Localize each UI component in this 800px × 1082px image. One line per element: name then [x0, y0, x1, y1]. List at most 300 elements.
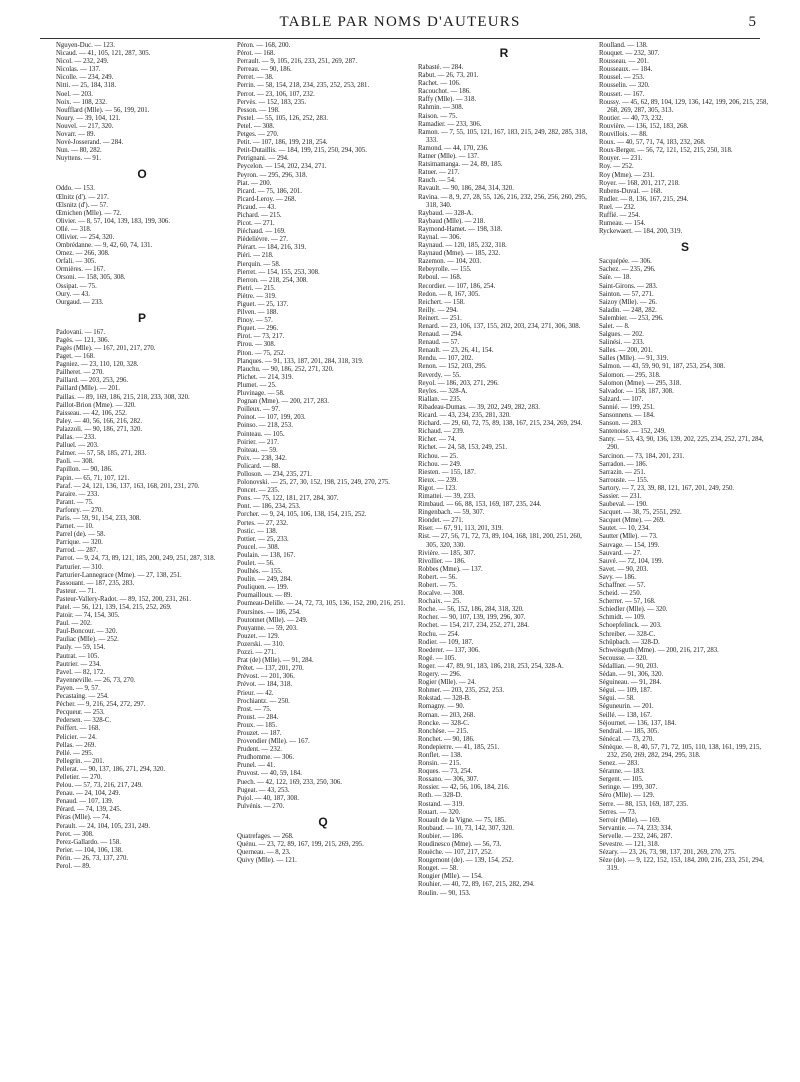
index-entry: Serre. — 88, 153, 169, 187, 235. — [599, 800, 689, 808]
index-entry: Perrault. — 9, 105, 216, 233, 251, 269, 287. — [237, 58, 358, 66]
index-entry: Roth. — 328-D. — [418, 792, 463, 800]
index-entry: Pognan (Mme). — 200, 217, 283. — [237, 398, 329, 406]
index-entry: Poulin. — 249, 284. — [237, 576, 293, 584]
index-entry: Prévost. — 201, 306. — [237, 673, 295, 681]
index-entry: Savet. — 90, 203. — [599, 565, 649, 573]
index-entry: Salomon. — 295, 318. — [599, 371, 661, 379]
index-entry: Paris. — 59, 91, 154, 233, 308. — [56, 514, 141, 522]
index-entry: Rodier. — 109, 187. — [418, 638, 474, 646]
index-entry: Scherrer. — 57, 168. — [599, 598, 656, 606]
index-entry: Seringe. — 199, 307. — [599, 784, 658, 792]
index-entry: Salles (Mlle). — 91, 319. — [599, 355, 669, 363]
page-title: TABLE PAR NOMS D'AUTEURS — [279, 14, 521, 30]
index-entry: Schüpbach. — 328-D. — [599, 638, 660, 646]
index-entry: Puech. — 42, 122, 169, 233, 250, 306. — [237, 778, 342, 786]
index-entry: Paul. — 202. — [56, 620, 92, 628]
index-entry: Serres. — 73. — [599, 808, 637, 816]
index-entry: Schweisguth (Mme). — 200, 216, 217, 283. — [599, 646, 719, 654]
index-entry: Prudhomme. — 306. — [237, 754, 295, 762]
index-entry: Quénu. — 23, 72, 89, 167, 199, 215, 269, 295. — [237, 841, 364, 848]
index-entry: Omez. — 266, 308. — [56, 250, 110, 258]
index-entry: Santenoise. — 152, 249. — [599, 428, 666, 436]
index-entry: Prévot. — 184, 318. — [237, 681, 293, 689]
index-entry: Séjournet. — 136, 137, 184. — [599, 719, 677, 727]
index-entry: Rimattei. — 39, 233. — [418, 492, 476, 500]
index-entry: Ribadeau-Dumas. — 39, 202, 249, 282, 283. — [418, 403, 540, 411]
index-entry: Raynaud. — 120, 185, 232, 318. — [418, 242, 507, 250]
index-entry: Pellegrin. — 201. — [56, 757, 105, 765]
section-letter: O — [137, 167, 147, 182]
index-entry: Paraire. — 233. — [56, 490, 100, 498]
index-entry: Sédan. — 91, 306, 320. — [599, 671, 664, 679]
index-entry: Perier. — 104, 106, 138. — [56, 846, 123, 854]
index-entry: Parturier-Lannegrace (Mme). — 27, 138, 251. — [56, 571, 182, 579]
index-entry: Perreau. — 90, 186. — [237, 66, 292, 74]
index-entry: Pasteur. — 71. — [56, 587, 97, 595]
index-entry: Pointeau. — 105. — [237, 430, 285, 438]
index-entry: Perrin. — 58, 154, 218, 234, 235, 252, 253, 281. — [237, 82, 370, 90]
index-entry: Novarr. — 89. — [56, 131, 96, 139]
index-column — [56, 42, 228, 1072]
index-entry: Prost. — 75. — [237, 705, 272, 713]
index-entry: Parfonry. — 270. — [56, 506, 104, 514]
index-entry: Payen. — 9, 57. — [56, 684, 100, 692]
index-entry: Pagès. — 121, 306. — [56, 336, 110, 344]
index-column — [237, 42, 409, 1072]
index-entry: Raffy (Mlle). — 318. — [418, 96, 477, 104]
index-entry: Poursines. — 186, 254. — [237, 608, 301, 616]
index-entry: Rochaix. — 25. — [418, 598, 462, 606]
index-entry: Pierret. — 154, 155, 253, 308. — [237, 268, 320, 276]
index-entry: Rouquet. — 232, 307. — [599, 50, 660, 58]
index-entry: Prieur. — 42. — [237, 689, 274, 697]
index-entry: Routier. — 40, 73, 232. — [599, 114, 664, 122]
index-entry: Rokstad. — 328-B. — [418, 695, 471, 703]
index-entry: Nitti. — 25, 184, 318. — [56, 82, 117, 90]
index-entry: Ollivier. — 254, 320. — [56, 233, 115, 241]
index-entry: Ombrédanne. — 9, 42, 60, 74, 131. — [56, 242, 153, 250]
index-entry: Poilleux. — 97. — [237, 406, 281, 414]
index-entry: Ratsimamanga. — 24, 89, 185. — [418, 161, 503, 169]
index-entry: Savy. — 186. — [599, 573, 636, 581]
index-entry: Pièdelièvre. — 27. — [237, 236, 288, 244]
index-entry: Reichert. — 158. — [418, 298, 465, 306]
index-entry: Rahmin. — 308. — [418, 104, 464, 112]
index-entry: Parrique. — 320. — [56, 539, 103, 547]
index-entry: Riesten. — 155, 187. — [418, 468, 476, 476]
index-entry: Schaffner. — 57. — [599, 582, 646, 589]
index-entry: Rogier (Mlle). — 24. — [418, 679, 476, 687]
index-entry: Pirou. — 308. — [237, 341, 276, 349]
index-entry: Périn. — 26, 73, 137, 270. — [56, 854, 129, 862]
index-entry: Sautter (Mlle). — 73. — [599, 533, 658, 541]
index-entry: Paley. — 40, 56, 166, 216, 282. — [56, 417, 143, 425]
index-entry: Pilven. — 188. — [237, 309, 279, 317]
index-entry: Racouchot. — 186. — [418, 88, 471, 96]
index-entry: Rocalve. — 308. — [418, 590, 465, 598]
index-entry: Rubens-Duval. — 168. — [599, 187, 663, 195]
index-entry: Séranne. — 183. — [599, 768, 645, 776]
index-entry: Ossipat. — 75. — [56, 282, 97, 290]
index-entry: Sauvé. — 72, 104, 199. — [599, 557, 664, 565]
index-entry: Pinoy. — 57. — [237, 317, 273, 325]
index-entry: Paillas. — 89, 169, 186, 215, 218, 233, 308, 320. — [56, 393, 190, 401]
index-entry: Polonovski. — 25, 27, 30, 152, 198, 215, 249, 270, 275. — [237, 479, 390, 487]
index-entry: Pellas. — 269. — [56, 741, 97, 749]
index-entry: Roy (Mme). — 231. — [599, 171, 655, 179]
index-entry: Perez-Gallardo. — 158. — [56, 838, 121, 846]
index-entry: Penaud. — 107, 139. — [56, 798, 114, 806]
index-entry: Pesson. — 198. — [237, 106, 280, 114]
section-letter: P — [137, 310, 146, 325]
index-entry: Senez. — 283. — [599, 760, 640, 768]
index-entry: Salles. — 200, 201. — [599, 347, 653, 355]
index-entry: Reilly. — 294. — [418, 306, 458, 314]
index-entry: Pozzi. — 271. — [237, 649, 276, 657]
section-letter: R — [499, 46, 509, 60]
index-entry: Salvador. — 158, 187, 308. — [599, 387, 674, 395]
index-entry: Ramon. — 7, 55, 105, 121, 167, 183, 215, 249, 282, 285, 318, 333. — [418, 128, 588, 144]
index-entry: Nguyen-Duc. — 123. — [56, 42, 115, 49]
index-entry: Rossano. — 306, 307. — [418, 776, 479, 784]
index-entry: Richet. — 24, 58, 153, 249, 251. — [418, 444, 508, 452]
index-entry: Patoir. — 74, 154, 305. — [56, 612, 120, 620]
index-entry: Séguineau. — 91, 284. — [599, 679, 662, 687]
index-entry: Richer. — 74. — [418, 436, 457, 444]
index-entry: Parrot. — 9, 24, 73, 89, 121, 185, 200, 249, 251, 287, 318. — [56, 555, 216, 563]
index-entry: Sainton. — 57, 271. — [599, 290, 654, 298]
index-entry: Pauliac (Mlle). — 252. — [56, 636, 119, 644]
index-entry: Noix. — 108, 232. — [56, 98, 107, 106]
index-entry: Roulland. — 138. — [599, 42, 648, 49]
index-entry: Reinert. — 251. — [418, 314, 462, 322]
index-entry: Saladin. — 248, 282. — [599, 306, 657, 314]
index-entry: Perrot. — 23, 106, 107, 232. — [237, 90, 315, 98]
index-entry: Péron. — 168, 200. — [237, 42, 291, 49]
index-entry: Richaud. — 239. — [418, 428, 465, 436]
index-entry: Ryckewaert. — 184, 200, 319. — [599, 228, 683, 236]
index-entry: Prouzet. — 187. — [237, 729, 282, 737]
index-entry: Pecqueur. — 253. — [56, 709, 105, 717]
index-entry: Pérard. — 74, 139, 245. — [56, 806, 122, 814]
index-entry: Prêtet. — 137, 201, 270. — [237, 665, 304, 673]
index-entry: Poucel. — 308. — [237, 543, 280, 551]
index-entry: Poiteau. — 59. — [237, 446, 278, 454]
index-entry: Sanson. — 283. — [599, 420, 643, 428]
index-entry: Razemon. — 104, 203. — [418, 258, 482, 266]
index-entry: Roche. — 56, 152, 186, 284, 318, 320. — [418, 606, 524, 614]
index-entry: Petit. — 107, 186, 199, 218, 254. — [237, 139, 328, 147]
index-entry: Ronflet. — 138. — [418, 751, 463, 759]
index-column — [418, 42, 590, 1072]
index-entry: Peret. — 308. — [56, 830, 94, 838]
index-entry: Ramadier. — 233, 306. — [418, 120, 482, 128]
index-entry: Roederer. — 137, 306. — [418, 646, 480, 654]
index-entry: Robert. — 56. — [418, 573, 457, 581]
index-entry: Rachet. — 106. — [418, 80, 461, 88]
index-entry: Paul-Boncour. — 320. — [56, 628, 118, 636]
index-entry: Provendier (Mlle). — 167. — [237, 738, 310, 746]
index-entry: Rossier. — 42, 56, 106, 184, 216. — [418, 784, 510, 792]
index-entry: Rohmer. — 203, 235, 252, 253. — [418, 687, 505, 695]
index-entry: Piguet. — 25, 137. — [237, 301, 289, 308]
index-entry: Reverdy. — 55. — [418, 371, 461, 379]
index-entry: Roussy. — 45, 62, 89, 104, 129, 136, 142, 199, 206, 215, 258, 268, 269, 287, 305, 313. — [599, 98, 769, 114]
index-entry: Robbes (Mme). — 137. — [418, 565, 483, 573]
index-entry: Pedersen. — 328-C. — [56, 717, 112, 725]
index-entry: Nicolas. — 137. — [56, 66, 101, 74]
index-entry: Sartory. — 7, 23, 39, 88, 121, 167, 201, 249, 250. — [599, 484, 735, 492]
index-entry: Salinési. — 233. — [599, 339, 645, 347]
index-entry: Sauvage. — 154, 199. — [599, 541, 660, 549]
index-entry: Perault. — 24, 104, 105, 231, 249. — [56, 822, 151, 830]
index-entry: Ségui. — 58. — [599, 695, 635, 703]
index-entry: Servantie. — 74, 233; 334. — [599, 824, 673, 832]
index-entry: Sarradon. — 186. — [599, 460, 648, 468]
index-entry: Rousseaux. — 184. — [599, 66, 653, 74]
index-entry: Pouliquen. — 199. — [237, 584, 289, 592]
index-entry: Proux. — 185. — [237, 721, 278, 729]
index-entry: Pécher. — 9, 216, 254, 272, 297. — [56, 701, 146, 709]
index-entry: Rouvillois. — 88. — [599, 131, 648, 139]
index-entry: Sarrouste. — 155. — [599, 476, 649, 484]
index-entry: Pecastaing. — 254. — [56, 693, 109, 701]
index-entry: Parrod. — 287. — [56, 547, 98, 555]
index-entry: Riser. — 67, 91, 113, 201, 319. — [418, 525, 504, 533]
index-entry: Parrel (de). — 58. — [56, 531, 106, 539]
index-entry: Pallas. — 233. — [56, 434, 97, 442]
index-entry: Paisseau. — 42, 106, 252. — [56, 409, 127, 417]
index-entry: Salet. — 8. — [599, 323, 630, 330]
index-entry: Oddo. — 153. — [56, 185, 95, 193]
index-entry: Sédallian. — 90, 203. — [599, 662, 659, 670]
index-entry: Payenneville. — 26, 73, 270. — [56, 676, 136, 684]
index-entry: Roulin. — 90, 153. — [418, 889, 471, 897]
index-entry: Raynal. — 306. — [418, 233, 462, 241]
index-entry: Saint-Girons. — 283. — [599, 282, 658, 290]
index-entry: Sacquépée. — 306. — [599, 258, 652, 266]
index-entry: Passouant. — 187, 235, 283. — [56, 579, 135, 587]
index-entry: Sénécal. — 73, 270. — [599, 735, 655, 743]
index-entry: Raybaud. — 328-A. — [418, 209, 474, 217]
index-entry: Plichet. — 214, 319. — [237, 373, 294, 381]
index-entry: Salembier. — 253, 296. — [599, 314, 664, 322]
index-entry: Raison. — 75. — [418, 112, 458, 120]
index-entry: Rogery. — 296. — [418, 671, 462, 679]
index-entry: Ruffié. — 254. — [599, 211, 641, 219]
index-entry: Perol. — 89. — [56, 863, 91, 870]
index-entry: Œlnitz (d'). — 217. — [56, 193, 109, 201]
index-entry: Renon. — 152, 203, 295. — [418, 363, 487, 371]
index-entry: Piérart. — 184, 216, 319. — [237, 244, 307, 252]
index-entry: Pulvénis. — 270. — [237, 802, 285, 810]
index-entry: Pautrier. — 234. — [56, 660, 101, 668]
index-entry: Prochiantz. — 250. — [237, 697, 290, 705]
index-entry: Rebeyrolle. — 155. — [418, 266, 472, 274]
index-entry: Quivy (Mlle). — 121. — [237, 857, 297, 865]
index-entry: Ourgaud. — 233. — [56, 298, 104, 306]
index-entry: Petit-Dutaillis. — 184, 199, 215, 250, 294, 305. — [237, 147, 367, 155]
index-entry: Raynaud (Mme). — 185, 232. — [418, 250, 501, 258]
index-entry: Poumeau-Delille. — 24, 72, 73, 105, 136, 152, 200, 216, 251. — [237, 600, 406, 608]
index-entry: Pons. — 75, 122, 181, 217, 284, 307. — [237, 495, 339, 503]
index-entry: Piéri. — 218. — [237, 252, 274, 260]
index-entry: Papillon. — 90, 186. — [56, 466, 113, 474]
index-entry: Sarcinon. — 73, 184, 201, 231. — [599, 452, 685, 460]
index-entry: Roux. — 40, 57, 71, 74, 183, 232, 268. — [599, 139, 706, 147]
index-entry: Pruvost. — 40, 59, 184. — [237, 770, 302, 778]
index-entry: Paraf. — 24, 121, 136, 137, 163, 168, 201, 231, 270. — [56, 482, 200, 490]
index-entry: Riondet. — 271. — [418, 517, 464, 525]
page-number: 5 — [748, 14, 756, 30]
index-entry: Rondepierre. — 41, 185, 251. — [418, 743, 500, 751]
index-entry: Œlsnitz (d'). — 57. — [56, 201, 109, 209]
index-entry: Salomon (Mme). — 295, 318. — [599, 379, 682, 387]
index-entry: Roger. — 47, 89, 91, 183, 186, 218, 253, 254, 328-A. — [418, 662, 564, 670]
index-entry: Pluvinage. — 58. — [237, 390, 285, 398]
index-entry: Sendrail. — 185, 305. — [599, 727, 660, 735]
index-entry: Petel. — 308. — [237, 122, 275, 130]
index-entry: Sarrazin. — 251. — [599, 468, 646, 476]
index-entry: Noel. — 203. — [56, 90, 94, 98]
index-entry: Rivière. — 185, 307. — [418, 549, 476, 557]
index-entry: Secousse. — 320. — [599, 654, 648, 662]
index-entry: Roubier. — 186. — [418, 832, 464, 840]
page-header — [40, 14, 760, 40]
index-entry: Parturier. — 310. — [56, 563, 104, 571]
index-entry: Planques. — 91, 133, 187, 201, 284, 318, 319. — [237, 357, 364, 365]
index-entry: Petges. — 270. — [237, 131, 279, 139]
index-entry: Sèze (de). — 9, 122, 152, 153, 184, 200, 216, 233, 251, 294, 319. — [599, 857, 764, 873]
index-entry: Pont. — 186, 234, 253. — [237, 503, 301, 511]
index-column — [599, 42, 771, 1072]
index-entry: Sénèque. — 8, 40, 57, 71, 72, 105, 110, 138, 161, 199, 215, 232, 250, 269, 282, 294, 295, 318. — [599, 743, 762, 759]
index-entry: Sézary. — 23, 26, 73, 98, 137, 201, 269, 270, 275. — [599, 849, 736, 857]
index-entry: Rudler. — 8, 136, 167, 215, 294. — [599, 195, 689, 203]
index-entry: Plauchu. — 90, 186, 252, 271, 320. — [237, 365, 334, 373]
index-entry: Raybaud (Mlle). — 218. — [418, 217, 486, 225]
index-entry: Porcher. — 9, 24, 105, 106, 138, 154, 215, 252. — [237, 511, 367, 519]
index-entry: Rousseau. — 201. — [599, 58, 649, 66]
index-entry: Robert. — 75. — [418, 582, 457, 589]
index-entry: Ségui. — 109, 187. — [599, 687, 652, 695]
index-entry: Rist. — 27, 56, 71, 72, 73, 89, 104, 168, 181, 200, 251, 260, 305, 320, 330. — [418, 533, 582, 549]
index-entry: Perret. — 38. — [237, 74, 274, 82]
index-entry: Rendu. — 107, 202. — [418, 355, 474, 363]
index-columns — [56, 42, 776, 1072]
index-entry: Parant. — 75. — [56, 498, 94, 506]
index-entry: Pietri. — 215. — [237, 284, 276, 292]
index-entry: Renaud. — 57. — [418, 339, 460, 347]
index-entry: Papin. — 65, 71, 107, 121. — [56, 474, 130, 482]
index-entry: Rumeau. — 154. — [599, 220, 646, 228]
index-entry: Schmidt. — 109. — [599, 614, 646, 622]
index-entry: Rouhier. — 40, 72, 89, 167, 215, 282, 294. — [418, 881, 535, 889]
index-entry: Oury. — 43. — [56, 290, 90, 298]
index-entry: Piton. — 75, 252. — [237, 349, 286, 357]
index-entry: Renaud. — 294. — [418, 331, 463, 339]
index-entry: Sachez. — 235, 296. — [599, 266, 656, 274]
index-entry: Roman. — 203, 268. — [418, 711, 476, 719]
index-entry: Plumet. — 25. — [237, 381, 277, 389]
index-entry: Pasteur-Vallery-Radot. — 89, 152, 200, 231, 261. — [56, 595, 192, 603]
index-entry: Roudinesco (Mme). — 56, 73. — [418, 841, 502, 848]
index-entry: Poinot. — 107, 199, 203. — [237, 414, 306, 422]
index-entry: Picot. — 271. — [237, 220, 275, 228]
index-entry: Redon. — 8, 167, 305. — [418, 290, 480, 298]
index-entry: Roussel. — 253. — [599, 74, 645, 82]
index-entry: Ronchet. — 90, 186. — [418, 735, 475, 743]
index-entry: Pujol. — 40, 187, 308. — [237, 794, 299, 802]
index-entry: Rousselin. — 320. — [599, 82, 650, 90]
index-entry: Paget. — 168. — [56, 353, 95, 361]
index-entry: Roy. — 252. — [599, 163, 634, 171]
index-entry: Reyol. — 186, 203, 271, 296. — [418, 379, 499, 387]
index-entry: Pellé. — 295. — [56, 749, 94, 757]
index-entry: Salzard. — 107. — [599, 395, 644, 403]
index-entry: Novè-Josserand. — 284. — [56, 139, 124, 147]
index-entry: Pouzet. — 129. — [237, 632, 280, 640]
index-entry: Noury. — 39, 104, 121. — [56, 114, 121, 122]
index-entry: Nuyttens. — 91. — [56, 155, 101, 163]
index-entry: Palluel. — 203. — [56, 442, 99, 450]
index-entry: Ricard. — 43, 234, 235, 281, 320. — [418, 412, 511, 420]
index-entry: Poutonnet (Mlle). — 249. — [237, 616, 308, 624]
index-entry: Serroir (Mlle). — 169. — [599, 816, 661, 824]
index-entry: Peyron. — 295, 296, 318. — [237, 171, 308, 179]
index-entry: Noufflard (Mlle). — 56, 199, 201. — [56, 106, 150, 114]
index-entry: Sassier. — 231. — [599, 492, 642, 500]
index-entry: Prat (de) (Mlle). — 91, 284. — [237, 657, 314, 665]
index-entry: Policard. — 88. — [237, 462, 281, 470]
index-entry: Pagès (Mlle). — 167, 201, 217, 270. — [56, 345, 156, 352]
index-entry: Proust. — 284. — [237, 713, 279, 721]
index-entry: Rouart. — 320. — [418, 808, 461, 816]
index-entry: Pirot. — 73, 217. — [237, 333, 285, 341]
index-entry: Pelicier. — 24. — [56, 733, 97, 741]
index-entry: Prunel. — 41. — [237, 762, 276, 770]
index-entry: Paillot-Brion (Mme). — 320. — [56, 401, 136, 409]
index-entry: Rochet. — 154, 217, 234, 252, 271, 284. — [418, 622, 530, 630]
index-entry: Servelle. — 232, 246, 287. — [599, 832, 673, 840]
index-entry: Rougier (Mlle). — 154. — [418, 873, 483, 881]
index-entry: Sacquet. — 38, 75, 2551, 292. — [599, 509, 682, 517]
index-entry: Rouault de la Vigne. — 75, 185. — [418, 816, 507, 824]
index-entry: Pichard. — 215. — [237, 211, 282, 219]
index-entry: Rigot. — 123. — [418, 484, 457, 492]
index-entry: Quatrefages. — 268. — [237, 832, 294, 840]
index-entry: Rabut. — 26, 73, 201. — [418, 72, 479, 80]
index-entry: Portes. — 27, 232. — [237, 519, 288, 527]
index-entry: Œmichen (Mlle). — 72. — [56, 209, 122, 217]
index-entry: Poumailloux. — 89. — [237, 592, 293, 600]
index-entry: Sergent. — 105. — [599, 776, 644, 784]
index-entry: Pozerski. — 310. — [237, 640, 285, 648]
index-entry: Saïe. — 18. — [599, 274, 632, 282]
index-entry: Padovani. — 167. — [56, 328, 106, 336]
index-entry: Nicolle. — 234, 249. — [56, 74, 114, 82]
index-entry: Salgues. — 202. — [599, 331, 644, 339]
index-entry: Orsoni. — 158, 305, 308. — [56, 274, 126, 282]
index-entry: Richou. — 25. — [418, 452, 459, 460]
index-entry: Rimbaud. — 66, 88, 153, 169, 187, 235, 244. — [418, 501, 542, 509]
index-entry: Poulhès. — 155. — [237, 568, 283, 576]
index-entry: Prudent. — 232. — [237, 746, 282, 754]
index-entry: Picard. — 75, 186, 201. — [237, 187, 302, 195]
index-entry: Ronsin. — 215. — [418, 760, 462, 768]
index-entry: Rauch. — 54. — [418, 177, 456, 185]
index-entry: Renault. — 23, 26, 41, 154. — [418, 347, 494, 355]
